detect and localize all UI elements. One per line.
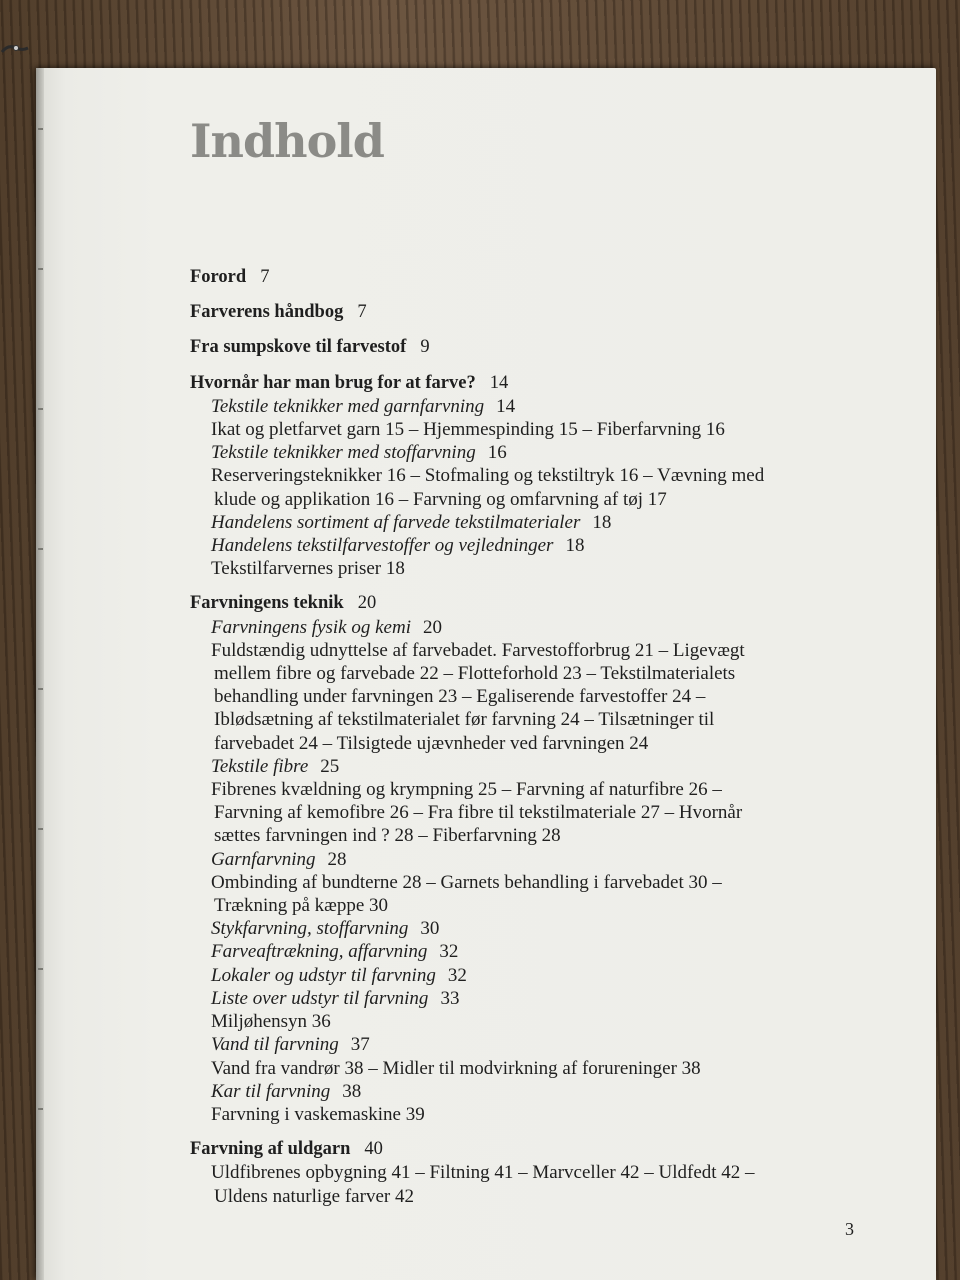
toc-entry-text: Lokaler og udstyr til farvning xyxy=(211,964,436,986)
toc-entry-text: Farvning af kemofibre 26 – Fra fibre til tekstilmateriale 27 – Hvornår xyxy=(214,802,743,824)
toc-entry-text: Iblødsætning af tekstilmaterialet før farvning 24 – Tilsætninger til xyxy=(214,709,715,731)
page-title: Indhold xyxy=(190,114,384,168)
toc-entry-text: Tekstilfarvernes priser 18 xyxy=(211,558,405,580)
table-of-contents xyxy=(190,266,870,1208)
toc-entry-text: Tekstile fibre xyxy=(211,755,309,777)
toc-subheading xyxy=(190,940,870,963)
toc-line xyxy=(190,1010,870,1033)
toc-entry-text: Farvningens fysik og kemi xyxy=(211,616,411,638)
toc-line xyxy=(190,418,870,441)
toc-entry-text: klude og applikation 16 – Farvning og omfarvning af tøj 17 xyxy=(214,488,667,510)
toc-page-number: 32 xyxy=(439,941,459,963)
toc-subheading xyxy=(190,964,870,987)
toc-page-number: 28 xyxy=(327,848,347,870)
toc-heading xyxy=(190,301,870,324)
toc-subheading xyxy=(190,534,870,557)
toc-subheading xyxy=(190,441,870,464)
toc-entry-text: Stykfarvning, stoffarvning xyxy=(211,918,409,940)
toc-entry-text: Uldens naturlige farver 42 xyxy=(214,1185,414,1207)
toc-subheading xyxy=(190,616,870,639)
toc-page-number: 30 xyxy=(420,918,440,940)
toc-page-number: 32 xyxy=(447,964,467,986)
toc-page-number: 18 xyxy=(565,535,585,557)
book-page xyxy=(36,68,936,1280)
toc-page-number: 37 xyxy=(350,1034,370,1056)
toc-entry-text: Tekstile teknikker med stoffarvning xyxy=(211,442,476,464)
toc-heading xyxy=(190,592,870,615)
toc-entry-text: Farveaftrækning, affarvning xyxy=(211,941,428,963)
toc-page-number: 33 xyxy=(440,987,460,1009)
toc-entry-text: Farvning af uldgarn xyxy=(190,1139,351,1160)
toc-entry-text: Ombinding af bundterne 28 – Garnets behandling i farvebadet 30 – xyxy=(211,871,722,893)
toc-line xyxy=(190,801,870,824)
toc-subheading xyxy=(190,987,870,1010)
toc-page-number: 20 xyxy=(422,616,442,638)
toc-entry-text: behandling under farvningen 23 – Egaliserende farvestoffer 24 – xyxy=(214,686,706,708)
toc-line xyxy=(190,1161,870,1184)
toc-entry-text: Garnfarvning xyxy=(211,848,316,870)
toc-entry-text: Miljøhensyn 36 xyxy=(211,1011,331,1033)
toc-entry-text: farvebadet 24 – Tilsigtede ujævnheder ved farvningen 24 xyxy=(214,732,649,754)
toc-line xyxy=(190,894,870,917)
toc-subheading xyxy=(190,848,870,871)
toc-heading xyxy=(190,266,870,289)
toc-line xyxy=(190,708,870,731)
toc-subheading xyxy=(190,1033,870,1056)
toc-entry-text: mellem fibre og farvebade 22 – Flotteforhold 23 – Tekstilmaterialets xyxy=(214,663,736,685)
toc-entry-text: Handelens sortiment af farvede tekstilmaterialer xyxy=(211,511,581,533)
toc-entry-text: Handelens tekstilfarvestoffer og vejledninger xyxy=(211,535,554,557)
toc-line xyxy=(190,1057,870,1080)
page-clip-icon xyxy=(0,42,30,62)
toc-page-number: 20 xyxy=(357,593,377,614)
toc-line xyxy=(190,732,870,755)
toc-entry-text: Fuldstændig udnyttelse af farvebadet. Farvestofforbrug 21 – Ligevægt xyxy=(211,639,745,661)
toc-page-number: 14 xyxy=(489,372,509,393)
toc-entry-text: Uldfibrenes opbygning 41 – Filtning 41 – Marvceller 42 – Uldfedt 42 – xyxy=(211,1162,755,1184)
toc-entry-text: Farvningens teknik xyxy=(190,593,344,614)
toc-subheading xyxy=(190,395,870,418)
binding-stitches xyxy=(38,68,44,1280)
toc-entry-text: Vand fra vandrør 38 – Midler til modvirkning af forureninger 38 xyxy=(211,1057,701,1079)
toc-entry-text: Ikat og pletfarvet garn 15 – Hjemmespinding 15 – Fiberfarvning 16 xyxy=(211,419,725,441)
toc-entry-text: Liste over udstyr til farvning xyxy=(211,987,429,1009)
toc-line xyxy=(190,871,870,894)
toc-page-number: 9 xyxy=(420,337,430,358)
toc-page-number: 7 xyxy=(357,302,367,323)
toc-line xyxy=(190,685,870,708)
toc-line xyxy=(190,464,870,487)
toc-heading xyxy=(190,336,870,359)
toc-line xyxy=(190,639,870,662)
toc-line xyxy=(190,1185,870,1208)
toc-entry-text: Vand til farvning xyxy=(211,1034,339,1056)
toc-line xyxy=(190,557,870,580)
toc-line xyxy=(190,1103,870,1126)
toc-heading xyxy=(190,1138,870,1161)
toc-line xyxy=(190,778,870,801)
toc-page-number: 18 xyxy=(592,511,612,533)
toc-entry-text: Farverens håndbog xyxy=(190,302,344,323)
toc-entry-text: Farvning i vaskemaskine 39 xyxy=(211,1103,425,1125)
toc-entry-text: Kar til farvning xyxy=(211,1080,331,1102)
toc-entry-text: Hvornår har man brug for at farve? xyxy=(190,372,476,393)
toc-line xyxy=(190,488,870,511)
toc-subheading xyxy=(190,917,870,940)
page-number: 3 xyxy=(845,1219,854,1239)
toc-entry-text: Trækning på kæppe 30 xyxy=(214,895,389,917)
toc-page-number: 40 xyxy=(364,1139,383,1160)
toc-entry-text: Forord xyxy=(190,267,247,287)
toc-line xyxy=(190,824,870,847)
toc-entry-text: Fra sumpskove til farvestof xyxy=(190,337,407,358)
toc-page-number: 25 xyxy=(320,755,340,777)
toc-heading xyxy=(190,372,870,395)
toc-page-number: 14 xyxy=(496,395,516,417)
toc-subheading xyxy=(190,755,870,778)
toc-page-number: 16 xyxy=(487,442,507,464)
toc-page-number: 38 xyxy=(342,1080,362,1102)
toc-entry-text: sættes farvningen ind ? 28 – Fiberfarvning 28 xyxy=(214,825,561,847)
toc-subheading xyxy=(190,1080,870,1103)
toc-entry-text: Fibrenes kvældning og krympning 25 – Farvning af naturfibre 26 – xyxy=(211,779,722,801)
toc-entry-text: Reserveringsteknikker 16 – Stofmaling og tekstiltryk 16 – Vævning med xyxy=(211,465,765,487)
toc-subheading xyxy=(190,511,870,534)
toc-line xyxy=(190,662,870,685)
toc-page-number: 7 xyxy=(260,267,270,287)
toc-entry-text: Tekstile teknikker med garnfarvning xyxy=(211,395,485,417)
